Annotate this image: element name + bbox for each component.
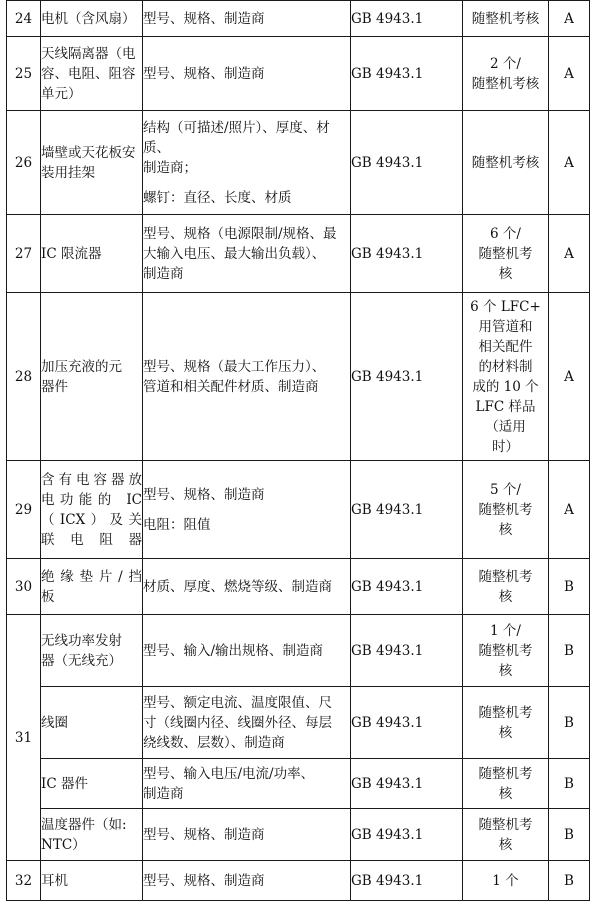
sample-quantity: 随整机考 核 xyxy=(463,809,549,861)
row-number: 32 xyxy=(7,861,41,901)
standard: GB 4943.1 xyxy=(351,559,463,615)
table-row xyxy=(7,111,590,215)
table-row xyxy=(7,215,590,293)
sample-quantity: 5 个/ 随整机考 核 xyxy=(463,461,549,559)
required-info: 型号、输入电压/电流/功率、 制造商 xyxy=(143,759,351,809)
standard: GB 4943.1 xyxy=(351,687,463,759)
component-name: 墙壁或天花板安 装用挂架 xyxy=(41,111,143,215)
table-row xyxy=(7,461,590,559)
component-name: 温度器件（如: NTC） xyxy=(41,809,143,861)
row-number: 26 xyxy=(7,111,41,215)
table-row xyxy=(7,687,590,759)
table-row xyxy=(7,861,590,901)
standard: GB 4943.1 xyxy=(351,215,463,293)
required-info: 型号、规格、制造商 xyxy=(143,37,351,111)
sample-quantity: 随整机考 核 xyxy=(463,559,549,615)
row-number: 31 xyxy=(7,615,41,861)
component-name: IC 器件 xyxy=(41,759,143,809)
class-code: A xyxy=(549,215,590,293)
sample-quantity: 随整机考核 xyxy=(463,111,549,215)
row-number: 28 xyxy=(7,293,41,461)
row-number: 29 xyxy=(7,461,41,559)
sample-quantity: 2 个/ 随整机考核 xyxy=(463,37,549,111)
sample-quantity: 6 个/ 随整机考 核 xyxy=(463,215,549,293)
sample-quantity: 1 个/ 随整机考 核 xyxy=(463,615,549,687)
component-name: 绝缘垫片/挡 板 xyxy=(41,559,143,615)
class-code: B xyxy=(549,809,590,861)
required-info: 型号、输入/输出规格、制造商 xyxy=(143,615,351,687)
standard: GB 4943.1 xyxy=(351,37,463,111)
required-info: 型号、规格、制造商 xyxy=(143,809,351,861)
table-row xyxy=(7,1,590,37)
class-code: A xyxy=(549,111,590,215)
sample-quantity: 6 个 LFC+ 用管道和 相关配件 的材料制 成的 10 个 LFC 样品 （适用 时） xyxy=(463,293,549,461)
class-code: A xyxy=(549,293,590,461)
standard: GB 4943.1 xyxy=(351,1,463,37)
row-number: 24 xyxy=(7,1,41,37)
class-code: A xyxy=(549,1,590,37)
standard: GB 4943.1 xyxy=(351,759,463,809)
sample-quantity: 1 个 xyxy=(463,861,549,901)
standard: GB 4943.1 xyxy=(351,615,463,687)
component-name: 电机（含风扇） xyxy=(41,1,143,37)
class-code: A xyxy=(549,37,590,111)
component-name: 天线隔离器（电 容、电阻、阻容 单元） xyxy=(41,37,143,111)
class-code: B xyxy=(549,615,590,687)
required-info: 材质、厚度、燃烧等级、制造商 xyxy=(143,559,351,615)
component-name: 耳机 xyxy=(41,861,143,901)
component-name: 含有电容器放 电功能的 IC （ICX）及关 联电阻器 xyxy=(41,461,143,559)
row-number: 30 xyxy=(7,559,41,615)
class-code: B xyxy=(549,861,590,901)
sample-quantity: 随整机考 核 xyxy=(463,687,549,759)
standard: GB 4943.1 xyxy=(351,861,463,901)
table-row xyxy=(7,809,590,861)
component-name: 线圈 xyxy=(41,687,143,759)
required-info: 型号、规格、制造商 电阻：阻值 xyxy=(143,461,351,559)
standard: GB 4943.1 xyxy=(351,293,463,461)
class-code: B xyxy=(549,687,590,759)
sample-quantity: 随整机考核 xyxy=(463,1,549,37)
required-info: 型号、规格（电源限制/规格、最 大输入电压、最大输出负载）、 制造商 xyxy=(143,215,351,293)
component-name: 无线功率发射 器（无线充） xyxy=(41,615,143,687)
required-info: 型号、额定电流、温度限值、尺 寸（线圈内径、线圈外径、每层 绕线数、层数）、制造商 xyxy=(143,687,351,759)
table-row xyxy=(7,615,590,687)
component-spec-table xyxy=(6,0,590,901)
component-name: IC 限流器 xyxy=(41,215,143,293)
row-number: 25 xyxy=(7,37,41,111)
class-code: A xyxy=(549,461,590,559)
table-row xyxy=(7,559,590,615)
standard: GB 4943.1 xyxy=(351,461,463,559)
required-info: 结构（可描述/照片）、厚度、材质、 制造商； 螺钉：直径、长度、材质 xyxy=(143,111,351,215)
component-name: 加压充液的元 器件 xyxy=(41,293,143,461)
standard: GB 4943.1 xyxy=(351,809,463,861)
required-info: 型号、规格、制造商 xyxy=(143,861,351,901)
class-code: B xyxy=(549,559,590,615)
required-info: 型号、规格、制造商 xyxy=(143,1,351,37)
required-info: 型号、规格（最大工作压力）、 管道和相关配件材质、制造商 xyxy=(143,293,351,461)
table-row xyxy=(7,759,590,809)
sample-quantity: 随整机考 核 xyxy=(463,759,549,809)
table-row xyxy=(7,293,590,461)
standard: GB 4943.1 xyxy=(351,111,463,215)
table-row xyxy=(7,37,590,111)
class-code: B xyxy=(549,759,590,809)
row-number: 27 xyxy=(7,215,41,293)
